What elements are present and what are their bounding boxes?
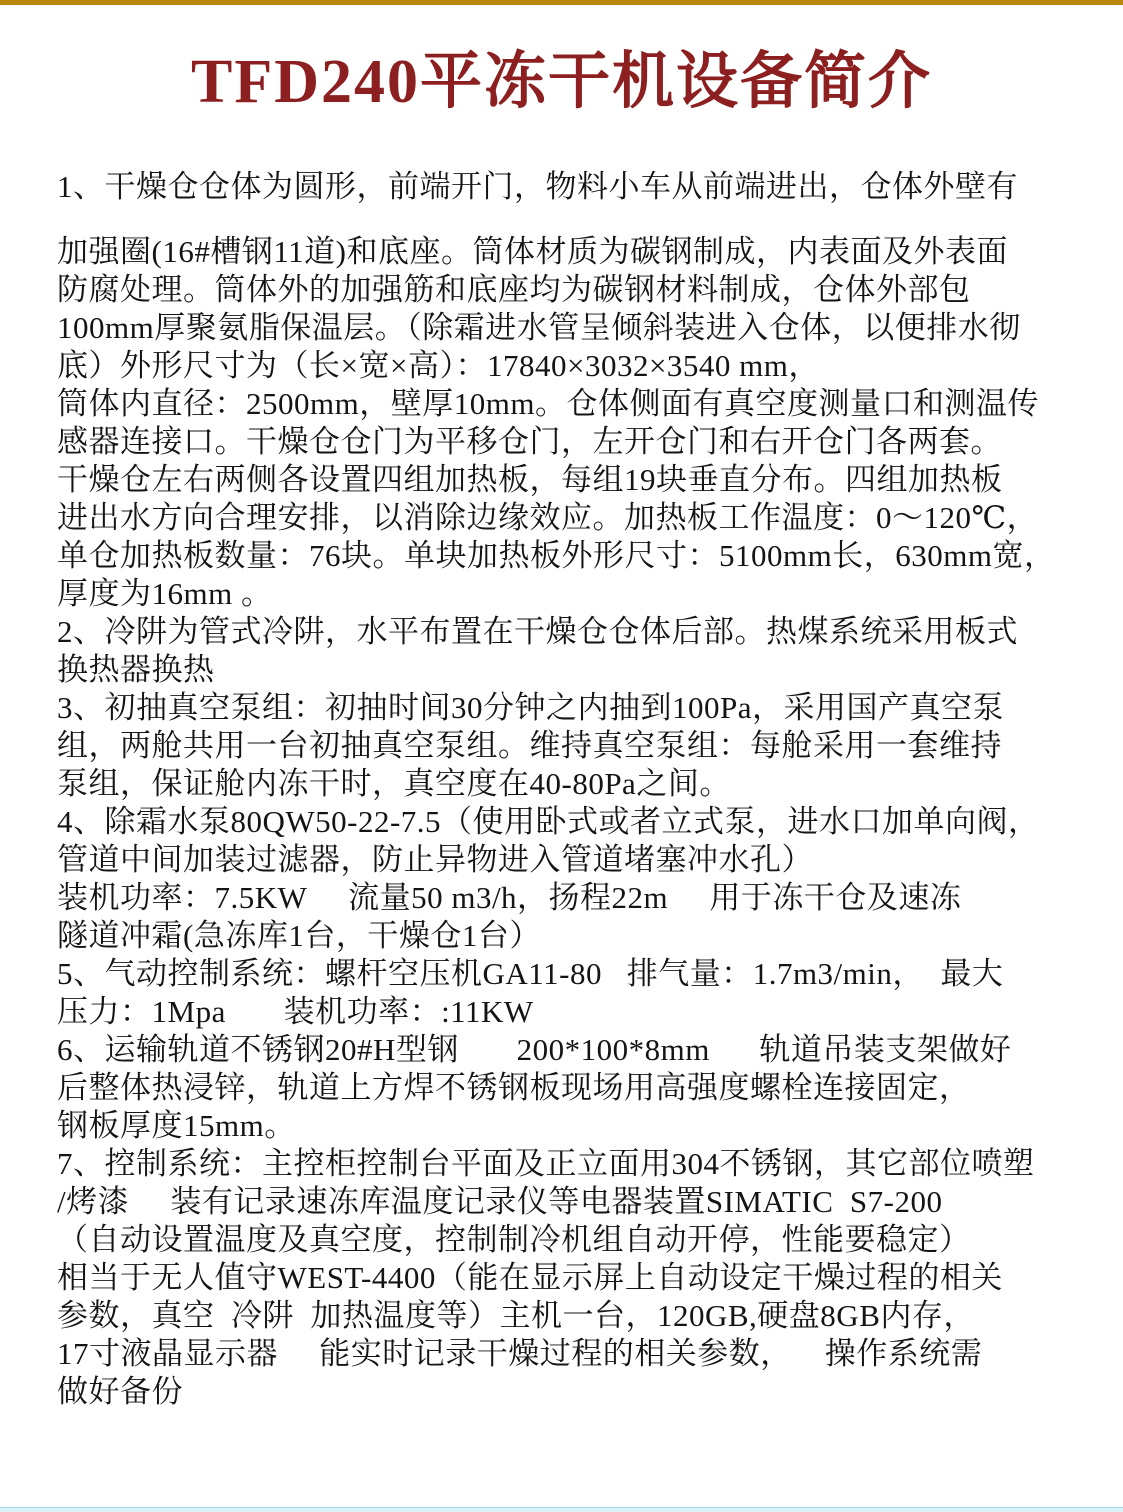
body-line: 进出水方向合理安排，以消除边缘效应。加热板工作温度：0～120℃， <box>57 500 1039 535</box>
body-line: 钢板厚度15mm。 <box>57 1108 296 1143</box>
body-line: 17寸液晶显示器 能实时记录干燥过程的相关参数， 操作系统需 <box>57 1336 983 1371</box>
body-line: 单仓加热板数量：76块。单块加热板外形尺寸：5100mm长，630mm宽， <box>57 538 1056 573</box>
body-line: 做好备份 <box>57 1374 183 1409</box>
body-line: 隧道冲霜(急冻库1台，干燥仓1台） <box>57 918 541 953</box>
body-line: 100mm厚聚氨脂保温层。（除霜进水管呈倾斜装进入仓体，以便排水彻 <box>57 310 1021 345</box>
body-line: 1、干燥仓仓体为圆形，前端开门，物料小车从前端进出，仓体外壁有 <box>57 169 1018 204</box>
body-line: 6、运输轨道不锈钢20#H型钢 200*100*8mm 轨道吊装支架做好 <box>57 1032 1012 1067</box>
body-line: 4、除霜水泵80QW50-22-7.5（使用卧式或者立式泵，进水口加单向阀， <box>57 804 1040 839</box>
body-line: 底）外形尺寸为（长×宽×高）：17840×3032×3540 mm， <box>57 348 820 383</box>
body-line: 2、冷阱为管式冷阱，水平布置在干燥仓仓体后部。热煤系统采用板式 <box>57 614 1018 649</box>
bottom-accent-bar <box>0 1507 1123 1512</box>
document-body <box>57 168 1067 1411</box>
body-line: 厚度为16mm 。 <box>57 576 273 611</box>
body-line: 装机功率：7.5KW 流量50 m3/h，扬程22m 用于冻干仓及速冻 <box>57 880 962 915</box>
body-line: 感器连接口。干燥仓仓门为平移仓门，左开仓门和右开仓门各两套。 <box>57 424 1002 459</box>
body-line: 换热器换热 <box>57 652 215 687</box>
body-line: 防腐处理。筒体外的加强筋和底座均为碳钢材料制成，仓体外部包 <box>57 272 971 307</box>
body-line: 管道中间加装过滤器，防止异物进入管道堵塞冲水孔） <box>57 842 813 877</box>
body-line: 3、初抽真空泵组：初抽时间30分钟之内抽到100Pa，采用国产真空泵 <box>57 690 1004 725</box>
body-line: 干燥仓左右两侧各设置四组加热板，每组19块垂直分布。四组加热板 <box>57 462 1003 497</box>
body-line: 后整体热浸锌，轨道上方焊不锈钢板现场用高强度螺栓连接固定， <box>57 1070 971 1105</box>
body-line: 组，两舱共用一台初抽真空泵组。维持真空泵组：每舱采用一套维持 <box>57 728 1002 763</box>
body-line: 筒体内直径：2500mm，壁厚10mm。仓体侧面有真空度测量口和测温传 <box>57 386 1039 421</box>
body-line: 泵组，保证舱内冻干时，真空度在40-80Pa之间。 <box>57 766 731 801</box>
body-line: /烤漆 装有记录速冻库温度记录仪等电器装置SIMATIC S7-200 <box>57 1184 943 1219</box>
page-title: TFD240平冻干机设备简介 <box>190 48 932 116</box>
body-line: 7、控制系统：主控柜控制台平面及正立面用304不锈钢，其它部位喷塑 <box>57 1146 1035 1181</box>
top-accent-bar <box>0 0 1123 5</box>
body-line: 加强圈(16#槽钢11道)和底座。筒体材质为碳钢制成，内表面及外表面 <box>57 234 1008 269</box>
body-line: 5、气动控制系统：螺杆空压机GA11-80 排气量：1.7m3/min， 最大 <box>57 956 1004 991</box>
body-line: 相当于无人值守WEST-4400（能在显示屏上自动设定干燥过程的相关 <box>57 1260 1003 1295</box>
body-line: 压力：1Mpa 装机功率：:11KW <box>57 994 534 1029</box>
body-line: （自动设置温度及真空度，控制制冷机组自动开停，性能要稳定） <box>57 1222 971 1257</box>
body-line: 参数，真空 冷阱 加热温度等）主机一台，120GB,硬盘8GB内存， <box>57 1298 975 1333</box>
